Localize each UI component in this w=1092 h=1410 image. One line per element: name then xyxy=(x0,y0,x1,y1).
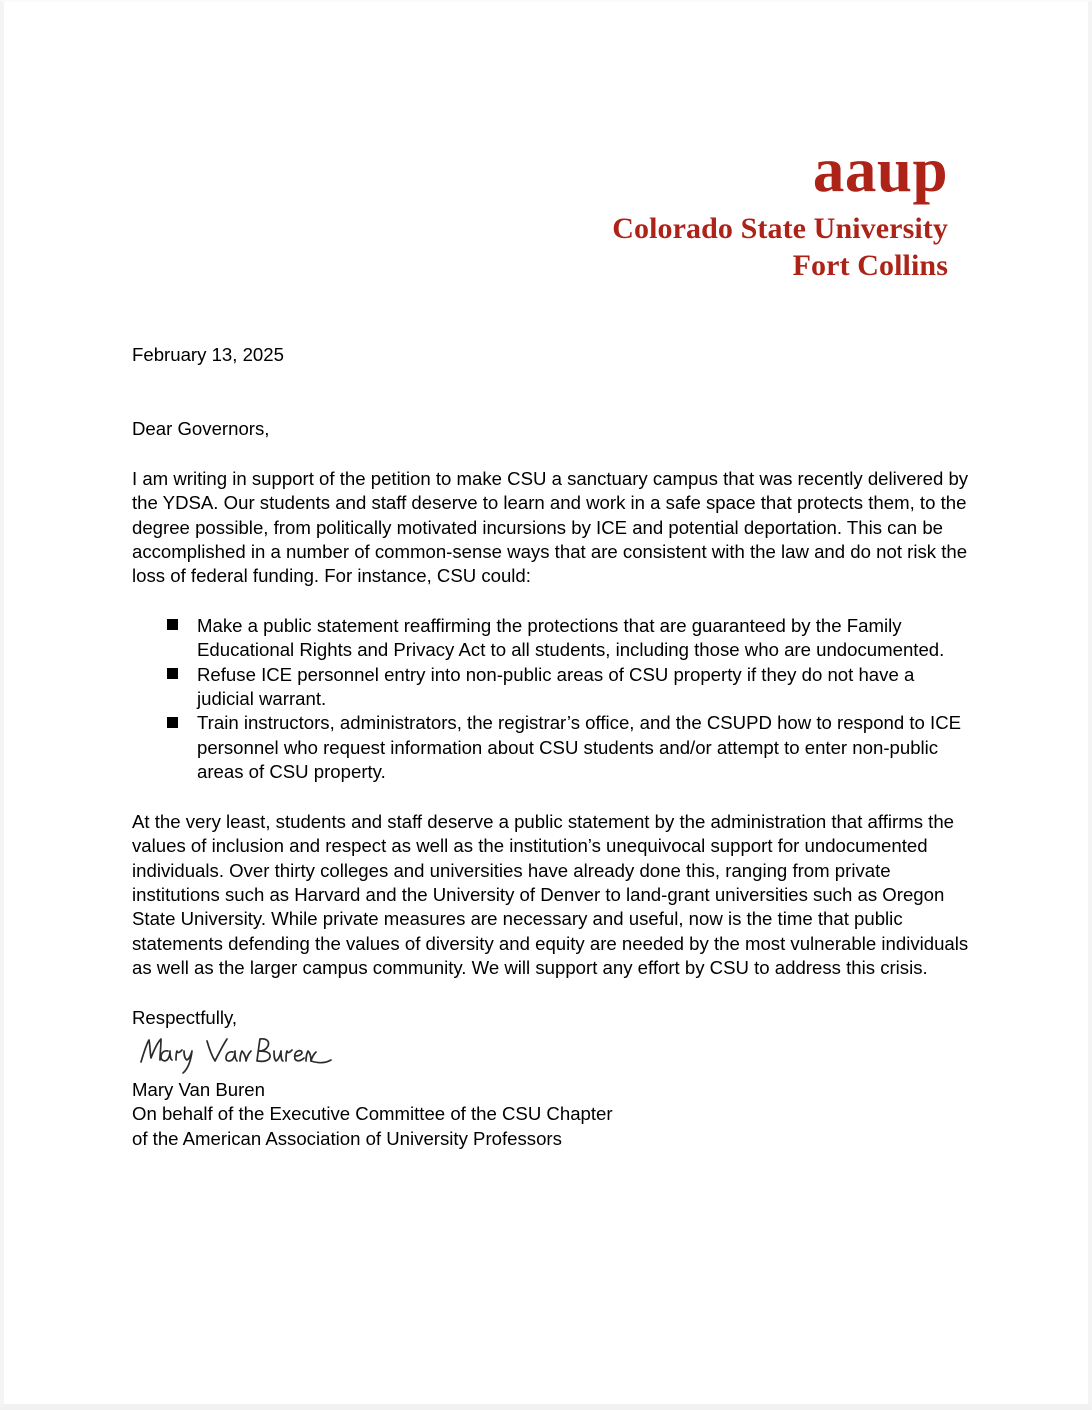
list-item-label: Train instructors, administrators, the registrar’s office, and the CSUPD how to respond to ICE personnel who request information about CSU students and/or attempt to enter non-public areas of CSU property. xyxy=(197,712,962,783)
signature-block xyxy=(132,1078,972,1151)
list-item-label: Make a public statement reaffirming the protections that are guaranteed by the Family Educational Rights and Privacy Act to all students, including those who are undocumented. xyxy=(197,614,945,661)
letter-paragraph-2: At the very least, students and staff deserve a public statement by the administration that affirms the values of inclusion and respect as well as the institution’s unequivocal support for undocumented individuals. Over thirty colleges and universities have already done this, ranging from private institutions such as Harvard and the University of Denver to land-grant universities such as Oregon State University. While private measures are necessary and useful, now is the time that public statements defending the values of diversity and equity are needed by the most vulnerable individuals as well as the larger campus community. We will support any effort by CSU to address this crisis. xyxy=(132,810,969,979)
letter-body xyxy=(132,343,972,1151)
letter-salutation: Dear Governors, xyxy=(132,418,270,440)
chapter-location: Fort Collins xyxy=(792,249,948,283)
organization-name: Colorado State University xyxy=(612,211,948,245)
list-item xyxy=(132,614,972,663)
aaup-wordmark: aaup xyxy=(812,135,948,205)
letterhead xyxy=(4,135,1088,284)
action-bullet-list xyxy=(132,589,972,785)
list-item xyxy=(132,663,972,712)
handwritten-signature-image xyxy=(135,1032,972,1078)
signer-role-line-2: of the American Association of University Professors xyxy=(132,1127,562,1149)
square-bullet-icon xyxy=(167,663,178,687)
letter-closing: Respectfully, xyxy=(132,1006,238,1028)
signer-name: Mary Van Buren xyxy=(132,1078,265,1100)
letter-date: February 13, 2025 xyxy=(132,344,284,365)
square-bullet-icon xyxy=(167,614,178,638)
list-item xyxy=(132,711,972,784)
signer-role-line-1: On behalf of the Executive Committee of the CSU Chapter xyxy=(132,1103,613,1125)
letter-paragraph-1: I am writing in support of the petition to make CSU a sanctuary campus that was recently delivered by the YDSA. Our students and staff deserve to learn and work in a safe space that protects them, to the degree possible, from politically motivated incursions by ICE and potential deportation. This can be accomplished in a number of common-sense ways that are consistent with the law and do not risk the loss of federal funding. For instance, CSU could: xyxy=(132,467,969,587)
square-bullet-icon xyxy=(167,711,178,735)
list-item-label: Refuse ICE personnel entry into non-public areas of CSU property if they do not have a judicial warrant. xyxy=(197,663,915,710)
